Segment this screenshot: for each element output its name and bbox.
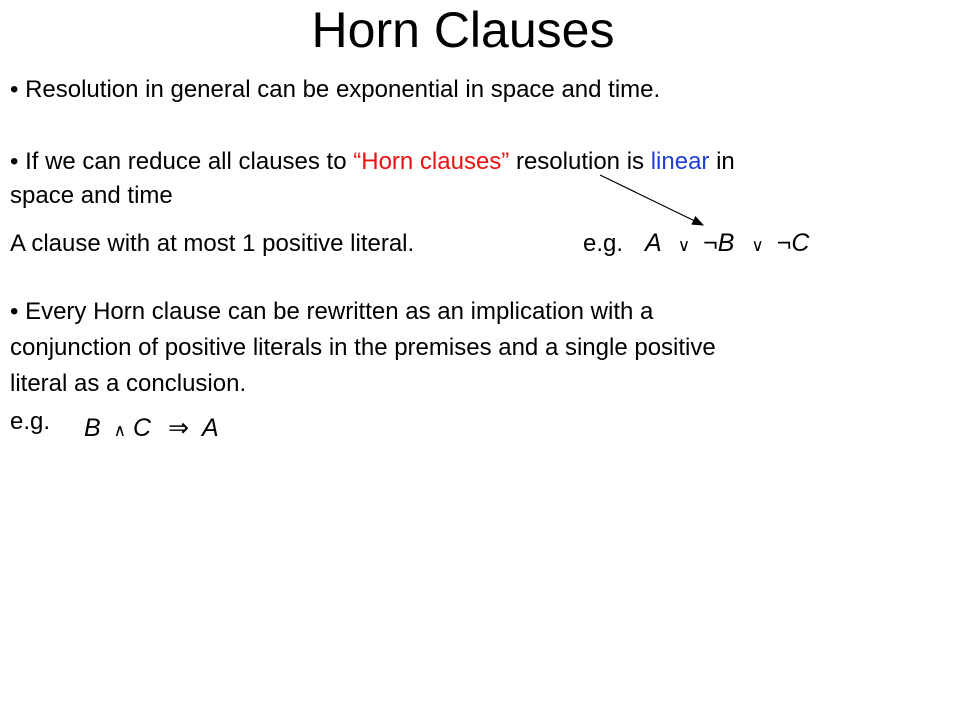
example-label-1: e.g.	[583, 230, 624, 257]
example-clause-formula	[645, 228, 809, 261]
horn-clauses-highlight: “Horn clauses”	[353, 148, 510, 175]
bullet-horn-pre: • If we can reduce all clauses to	[10, 148, 354, 175]
bullet-implication-line1: • Every Horn clause can be rewritten as an implication with a	[10, 298, 654, 325]
literal-c: C	[791, 229, 810, 257]
or-symbol-2: ∨	[751, 236, 764, 255]
bullet-implication-line2: conjunction of positive literals in the premises and a single positive	[10, 334, 716, 361]
bullet-horn-post: in	[709, 148, 735, 175]
bullet-implication-line3: literal as a conclusion.	[10, 370, 247, 397]
horn-clause-definition: A clause with at most 1 positive literal.	[10, 230, 415, 257]
bullet-resolution-exponential: • Resolution in general can be exponential in space and time.	[10, 76, 661, 103]
implies-symbol: ⇒	[168, 414, 190, 442]
literal-a: A	[645, 229, 661, 257]
not-symbol-2: ¬	[776, 229, 792, 257]
literal-c-premise: C	[133, 414, 152, 442]
or-symbol-1: ∨	[677, 236, 691, 255]
literal-b-premise: B	[84, 414, 101, 442]
bullet-horn-mid: resolution is	[509, 148, 651, 175]
literal-a-conclusion: A	[201, 414, 219, 442]
implication-formula	[84, 413, 219, 446]
bullet-horn-clauses-linear	[10, 146, 735, 178]
literal-b: B	[717, 229, 735, 257]
slide-title: Horn Clauses	[311, 2, 615, 58]
not-symbol-1: ¬	[703, 229, 718, 257]
linear-highlight: linear	[650, 148, 710, 175]
example-label-2: e.g.	[10, 408, 51, 435]
bullet-horn-line2: space and time	[10, 182, 173, 209]
and-symbol: ∧	[113, 421, 127, 440]
